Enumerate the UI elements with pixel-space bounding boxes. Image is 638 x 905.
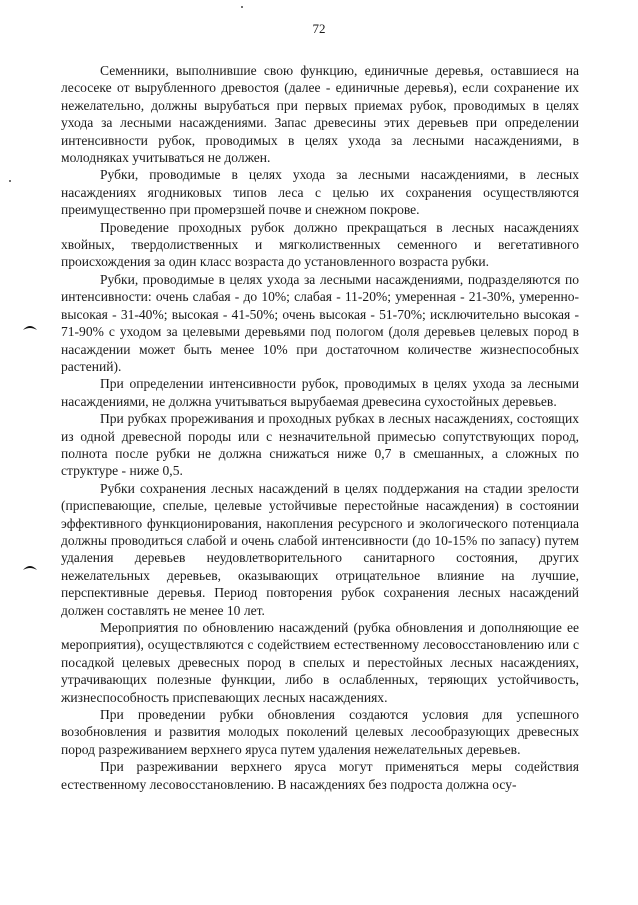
- punch-mark-bottom: [22, 563, 38, 571]
- scan-speck: [9, 180, 11, 182]
- paragraph-4: Рубки, проводимые в целях ухода за лесными насаждениями, подразделяются по интенсивности: очень слабая - до 10%; слабая - 11-20%; умеренная - 21-30%, умеренно-высокая - 31-40%; высокая - 41-50%; очень высокая - 51-70%; исключительно высокая - 71-90% с уходом за целевыми деревьями под пологом (доля деревьев целевых пород в насаждении может быть менее 10% при достаточном количестве жизнеспособных растений).: [61, 271, 579, 374]
- page-number: 72: [312, 21, 326, 36]
- paragraph-3: Проведение проходных рубок должно прекращаться в лесных насаждениях хвойных, твердолиственных и мягколиственных семенного и вегетативного происхождения за один класс возраста до установленного возраста рубки.: [61, 219, 579, 270]
- paragraph-9: При проведении рубки обновления создаются условия для успешного возобновления и развития молодых поколений целевых лесообразующих древесных пород разреживанием верхнего яруса путем удаления нежелательных деревьев.: [61, 707, 579, 757]
- punch-mark-top: [22, 323, 38, 331]
- paragraph-7: Рубки сохранения лесных насаждений в целях поддержания на стадии зрелости (приспевающие, спелые, целевые устойчивые перестойные насаждения) в состоянии эффективного функционирования, накопления ресурсного и экологического потенциала должны проводиться слабой и очень слабой интенсивности (до 10-15% по запасу) путем удаления деревьев неудовлетворительного санитарного состояния, других нежелательных деревьев, оказывающих отрицательное влияние на лучшие, перспективные деревья. Период повторения рубок сохранения лесных насаждений должен составлять не менее 10 лет.: [61, 480, 579, 618]
- scan-speck: [241, 6, 243, 8]
- paragraph-8: Мероприятия по обновлению насаждений (рубка обновления и дополняющие ее мероприятия), осуществляются с содействием естественному лесовосстановлению или с посадкой целевых древесных пород в спелых и перестойных лесных насаждениях, утрачивающих полезные функции, либо в ослабленных, теряющих устойчивость, жизнеспособность приспевающих лесных насаждениях.: [61, 620, 579, 705]
- paragraph-2: Рубки, проводимые в целях ухода за лесными насаждениями, в лесных насаждениях ягодниковых типов леса с целью их сохранения осуществляются преимущественно при промерзшей почве и снежном покрове.: [61, 167, 579, 218]
- page-body: [61, 62, 579, 793]
- paragraph-1: Семенники, выполнившие свою функцию, единичные деревья, оставшиеся на лесосеке от вырубленного древостоя (далее - единичные деревья), если сохранение их нежелательно, должны вырубаться при первых приемах рубок, проводимых в целях ухода за лесными насаждениями. Запас древесины этих деревьев при определении интенсивности рубок, проводимых в целях ухода за лесными насаждениями, в молодняках учитываться не должен.: [61, 63, 579, 166]
- paragraph-6: При рубках прореживания и проходных рубках в лесных насаждениях, состоящих из одной древесной породы или с незначительной примесью сопутствующих пород, полнота после рубки не должна снижаться ниже 0,7 в смешанных, а сложных по структуре - ниже 0,5.: [61, 411, 579, 479]
- paragraph-5: При определении интенсивности рубок, проводимых в целях ухода за лесными насаждениями, не должна учитываться вырубаемая древесина сухостойных деревьев.: [61, 376, 579, 409]
- paragraph-10: При разреживании верхнего яруса могут применяться меры содействия естественному лесовосстановлению. В насаждениях без подроста должна осу-: [61, 759, 579, 792]
